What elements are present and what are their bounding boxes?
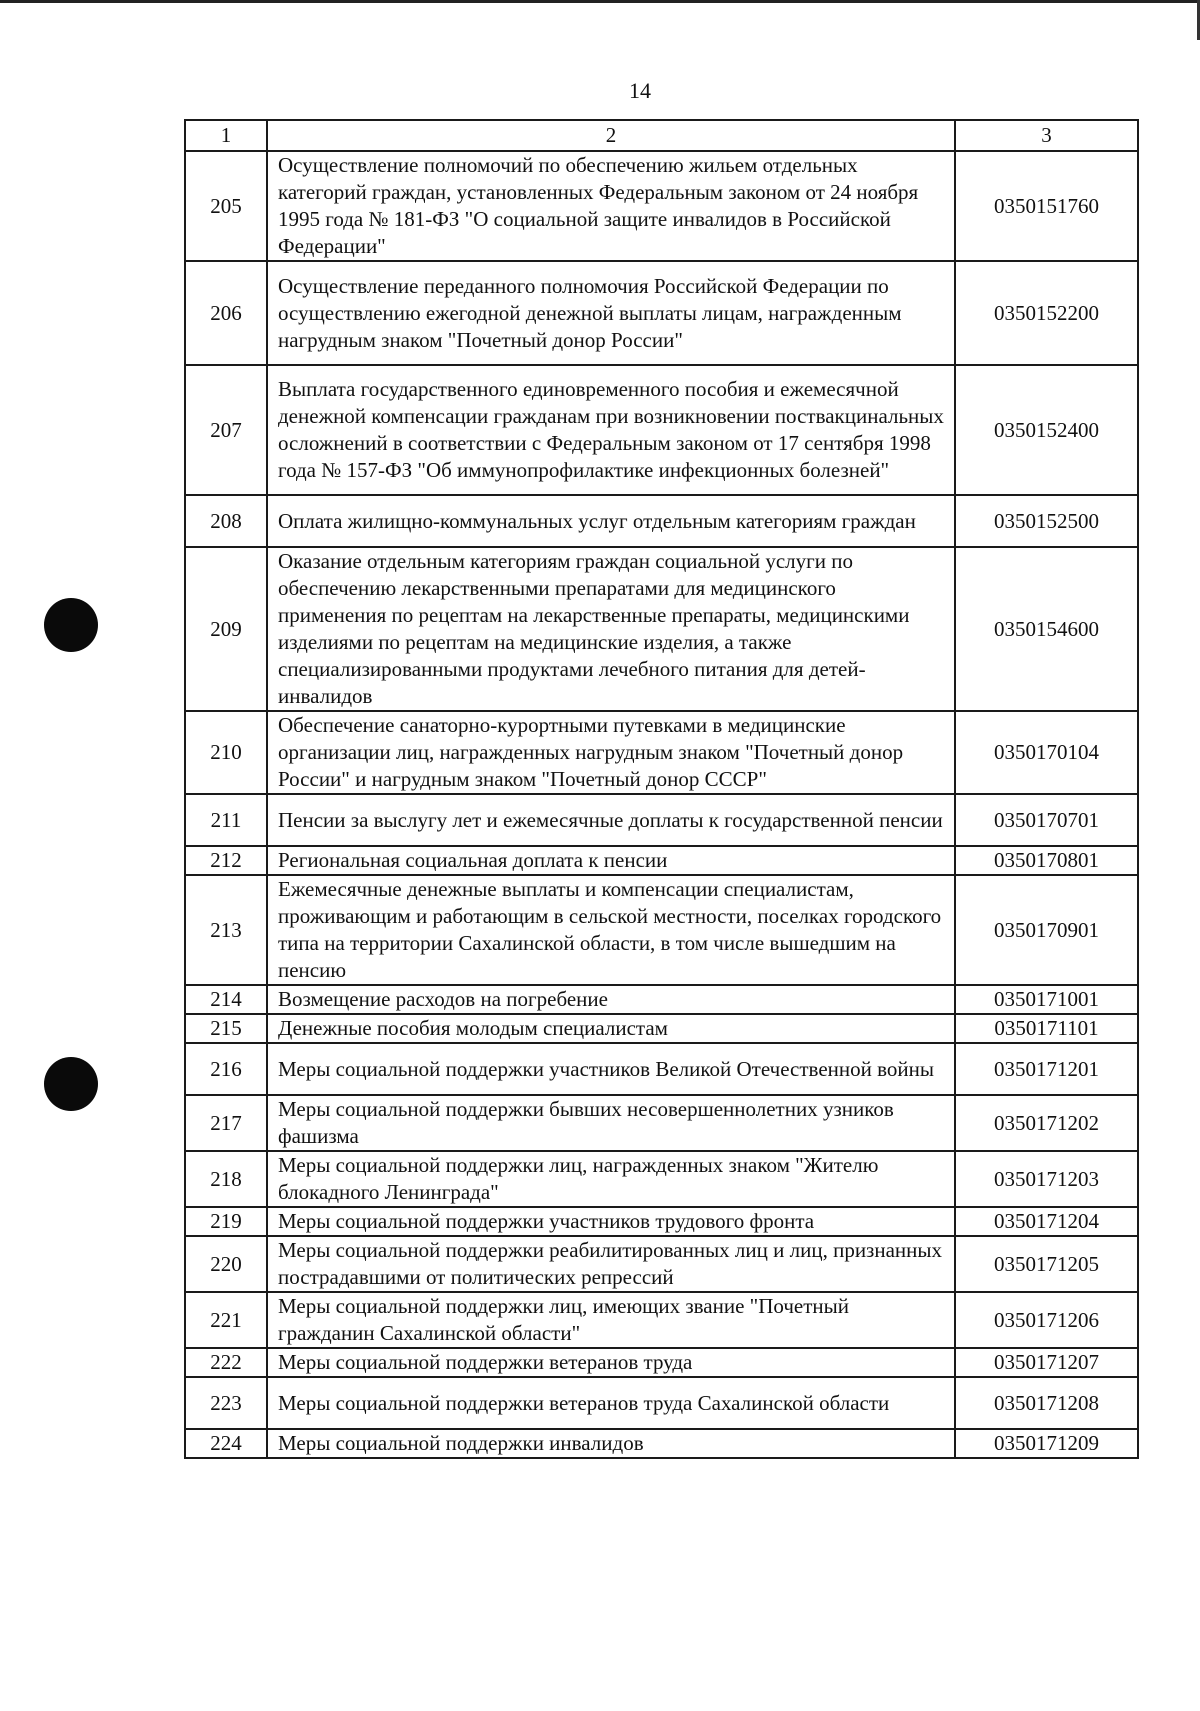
row-number: 219 xyxy=(185,1207,267,1236)
row-number: 208 xyxy=(185,495,267,547)
row-code: 0350170104 xyxy=(955,711,1138,794)
row-description: Оплата жилищно-коммунальных услуг отдельным категориям граждан xyxy=(267,495,955,547)
row-code: 0350170901 xyxy=(955,875,1138,985)
table-row xyxy=(185,151,1138,261)
table-row xyxy=(185,495,1138,547)
table-row xyxy=(185,1429,1138,1458)
row-description: Меры социальной поддержки лиц, имеющих звание "Почетный гражданин Сахалинской области" xyxy=(267,1292,955,1348)
row-description: Оказание отдельным категориям граждан социальной услуги по обеспечению лекарственными препаратами для медицинского применения по рецептам на лекарственные препараты, медицинскими изделиями по рецептам на медицинские изделия, а также специализированными продуктами лечебного питания для детей-инвалидов xyxy=(267,547,955,711)
row-code: 0350152500 xyxy=(955,495,1138,547)
row-number: 217 xyxy=(185,1095,267,1151)
row-number: 206 xyxy=(185,261,267,365)
row-number: 213 xyxy=(185,875,267,985)
row-code: 0350171001 xyxy=(955,985,1138,1014)
table-header-row xyxy=(185,120,1138,151)
row-description: Меры социальной поддержки инвалидов xyxy=(267,1429,955,1458)
row-number: 207 xyxy=(185,365,267,495)
column-header-1: 1 xyxy=(185,120,267,151)
punch-hole xyxy=(44,598,98,652)
row-code: 0350171202 xyxy=(955,1095,1138,1151)
row-number: 220 xyxy=(185,1236,267,1292)
row-number: 214 xyxy=(185,985,267,1014)
row-description: Осуществление переданного полномочия Российской Федерации по осуществлению ежегодной денежной выплаты лицам, награжденным нагрудным знаком "Почетный донор России" xyxy=(267,261,955,365)
table-row xyxy=(185,846,1138,875)
row-number: 205 xyxy=(185,151,267,261)
table-row xyxy=(185,547,1138,711)
budget-code-table xyxy=(184,119,1139,1459)
row-number: 222 xyxy=(185,1348,267,1377)
row-description: Выплата государственного единовременного пособия и ежемесячной денежной компенсации гражданам при возникновении поствакцинальных осложнений в соответствии с Федеральным законом от 17 сентября 1998 года № 157-ФЗ "Об иммунопрофилактике инфекционных болезней" xyxy=(267,365,955,495)
row-number: 209 xyxy=(185,547,267,711)
row-code: 0350152400 xyxy=(955,365,1138,495)
row-description: Меры социальной поддержки лиц, награжденных знаком "Жителю блокадного Ленинграда" xyxy=(267,1151,955,1207)
row-description: Меры социальной поддержки ветеранов труда Сахалинской области xyxy=(267,1377,955,1429)
row-description: Обеспечение санаторно-курортными путевками в медицинские организации лиц, награжденных нагрудным знаком "Почетный донор России" и нагрудным знаком "Почетный донор СССР" xyxy=(267,711,955,794)
scan-edge-top xyxy=(0,0,1200,3)
row-code: 0350171203 xyxy=(955,1151,1138,1207)
row-number: 218 xyxy=(185,1151,267,1207)
row-description: Денежные пособия молодым специалистам xyxy=(267,1014,955,1043)
table-row xyxy=(185,794,1138,846)
row-code: 0350154600 xyxy=(955,547,1138,711)
row-number: 210 xyxy=(185,711,267,794)
table-row xyxy=(185,711,1138,794)
page-number: 14 xyxy=(629,78,651,103)
column-header-2: 2 xyxy=(267,120,955,151)
row-description: Региональная социальная доплата к пенсии xyxy=(267,846,955,875)
row-code: 0350170801 xyxy=(955,846,1138,875)
row-number: 224 xyxy=(185,1429,267,1458)
row-code: 0350171204 xyxy=(955,1207,1138,1236)
table-row xyxy=(185,261,1138,365)
column-header-3: 3 xyxy=(955,120,1138,151)
row-code: 0350171208 xyxy=(955,1377,1138,1429)
row-number: 212 xyxy=(185,846,267,875)
row-description: Осуществление полномочий по обеспечению жильем отдельных категорий граждан, установленных Федеральным законом от 24 ноября 1995 года № 181-ФЗ "О социальной защите инвалидов в Российской Федерации" xyxy=(267,151,955,261)
row-code: 0350151760 xyxy=(955,151,1138,261)
row-description: Пенсии за выслугу лет и ежемесячные доплаты к государственной пенсии xyxy=(267,794,955,846)
table-row xyxy=(185,1236,1138,1292)
table-row xyxy=(185,1014,1138,1043)
table-row xyxy=(185,1377,1138,1429)
table-row xyxy=(185,1095,1138,1151)
table-body xyxy=(185,120,1138,1458)
row-code: 0350171201 xyxy=(955,1043,1138,1095)
row-number: 216 xyxy=(185,1043,267,1095)
row-number: 215 xyxy=(185,1014,267,1043)
row-code: 0350170701 xyxy=(955,794,1138,846)
row-number: 223 xyxy=(185,1377,267,1429)
table-row xyxy=(185,1043,1138,1095)
row-code: 0350171207 xyxy=(955,1348,1138,1377)
row-code: 0350171205 xyxy=(955,1236,1138,1292)
table-row xyxy=(185,1348,1138,1377)
row-description: Меры социальной поддержки ветеранов труда xyxy=(267,1348,955,1377)
table-row xyxy=(185,1207,1138,1236)
table-row xyxy=(185,1292,1138,1348)
row-description: Меры социальной поддержки бывших несовершеннолетних узников фашизма xyxy=(267,1095,955,1151)
row-description: Меры социальной поддержки реабилитированных лиц и лиц, признанных пострадавшими от политических репрессий xyxy=(267,1236,955,1292)
row-description: Возмещение расходов на погребение xyxy=(267,985,955,1014)
row-description: Меры социальной поддержки участников Великой Отечественной войны xyxy=(267,1043,955,1095)
table-row xyxy=(185,985,1138,1014)
row-code: 0350171101 xyxy=(955,1014,1138,1043)
table-row xyxy=(185,365,1138,495)
row-code: 0350152200 xyxy=(955,261,1138,365)
row-number: 221 xyxy=(185,1292,267,1348)
table-row xyxy=(185,1151,1138,1207)
row-number: 211 xyxy=(185,794,267,846)
row-description: Меры социальной поддержки участников трудового фронта xyxy=(267,1207,955,1236)
punch-hole xyxy=(44,1057,98,1111)
row-description: Ежемесячные денежные выплаты и компенсации специалистам, проживающим и работающим в сельской местности, поселках городского типа на территории Сахалинской области, в том числе вышедшим на пенсию xyxy=(267,875,955,985)
table-row xyxy=(185,875,1138,985)
row-code: 0350171206 xyxy=(955,1292,1138,1348)
row-code: 0350171209 xyxy=(955,1429,1138,1458)
